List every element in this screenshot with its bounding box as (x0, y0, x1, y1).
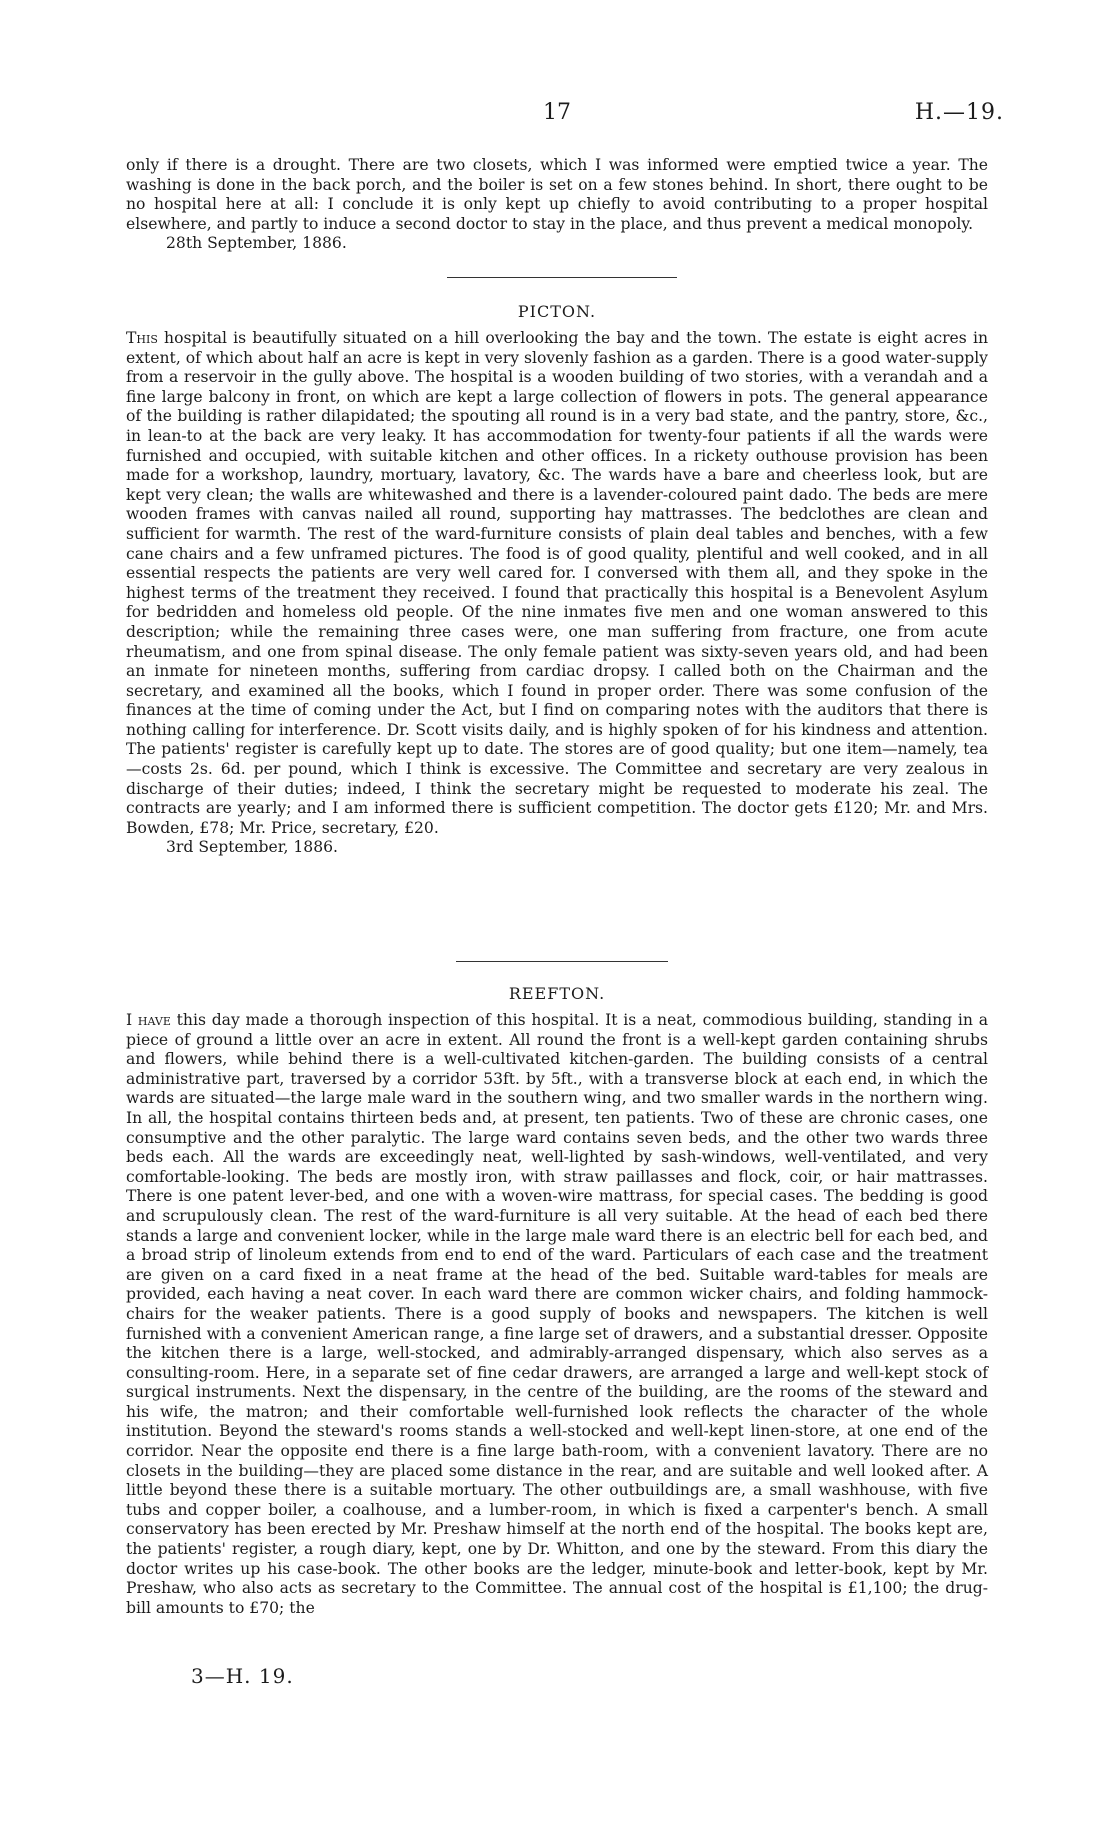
page-number: 17 (543, 100, 571, 125)
reefton-lead-word: I have (126, 1011, 171, 1029)
page-header (0, 100, 1114, 136)
picton-lead-word: This (126, 329, 158, 347)
section-divider (456, 961, 668, 962)
reefton-paragraph (126, 1011, 988, 1618)
reefton-text: this day made a thorough inspection of this hospital. It is a neat, commodious building, standing in a piece of ground a little over an acre in extent. All round the front is a well-kept garden containing shrubs and flowers, while behind there is a well-cultivated kitchen-garden. The building consists of a central administrative part, traversed by a corridor 53ft. by 5ft., with a transverse block at each end, in which the wards are situated—the large male ward in the southern wing, and two smaller wards in the northern wing. In all, the hospital contains thirteen beds and, at present, ten patients. Two of these are chronic cases, one consumptive and the other paralytic. The large ward contains seven beds, and the other two wards three beds each. All the wards are exceedingly neat, well-lighted by sash-windows, well-ventilated, and very comfortable-looking. The beds are mostly iron, with straw paillasses and flock, coir, or hair mattrasses. There is one patent lever-bed, and one with a woven-wire mattrass, for special cases. The bedding is good and scrupulously clean. The rest of the ward-furniture is all very suitable. At the head of each bed there stands a large and convenient locker, while in the large male ward there is an electric bell for each bed, and a broad strip of linoleum extends from end to end of the ward. Particulars of each case and the treatment are given on a card fixed in a neat frame at the head of the bed. Suitable ward-tables for meals are provided, each having a neat cover. In each ward there are common wicker chairs, and folding hammock-chairs for the weaker patients. There is a good supply of books and newspapers. The kitchen is well furnished with a convenient American range, a fine large set of drawers, and a substantial dresser. Opposite the kitchen there is a large, well-stocked, and admirably-arranged dispensary, which also serves as a consulting-room. Here, in a separate set of fine cedar drawers, are arranged a large and well-kept stock of surgical instruments. Next the dispensary, in the centre of the building, are the rooms of the steward and his wife, the matron; and their comfortable well-furnished look reflects the character of the whole institution. Beyond the steward's rooms stands a well-stocked and well-kept linen-store, at one end of the corridor. Near the opposite end there is a fine large bath-room, with a convenient lavatory. There are no closets in the building—they are placed some distance in the rear, and are suitable and well looked after. A little beyond these there is a suitable mortuary. The other outbuildings are, a small washhouse, with five tubs and copper boiler, a coalhouse, and a lumber-room, in which is fixed a carpenter's bench. A small conservatory has been erected by Mr. Preshaw himself at the north end of the hospital. The books kept are, the patients' register, a rough diary, kept, one by Dr. Whitton, and one by the steward. From this diary the doctor writes up his case-book. The other books are the ledger, minute-book and letter-book, kept by Mr. Preshaw, who also acts as secretary to the Committee. The annual cost of the hospital is £1,100; the drug-bill amounts to £70; the (126, 1011, 988, 1617)
previous-section-text: only if there is a drought. There are two closets, which I was informed were emptied twice a year. The washing is done in the back porch, and the boiler is set on a few stones behind. In short, there ought to be no hospital here at all: I conclude it is only kept up chiefly to avoid contributing to a proper hospital elsewhere, and partly to induce a second doctor to stay in the place, and thus prevent a medical monopoly. (126, 156, 988, 233)
section-divider (447, 277, 677, 278)
picton-paragraph (126, 329, 988, 838)
reefton-heading-wrap (0, 984, 1114, 1003)
signature-mark: 3—H. 19. (191, 1664, 294, 1688)
reefton-section (126, 1011, 988, 1618)
picton-heading-wrap (0, 302, 1114, 321)
picton-heading: PICTON. (517, 302, 597, 321)
picton-text: hospital is beautifully situated on a hill overlooking the bay and the town. The estate is eight acres in extent, of which about half an acre is kept in very slovenly fashion as a garden. There is a good water-supply from a reservoir in the gully above. The hospital is a wooden building of two stories, with a verandah and a fine large balcony in front, on which are kept a large collection of flowers in pots. The general appearance of the building is rather dilapidated; the spouting all round is in a very bad state, and the pantry, store, &c., in lean-to at the back are very leaky. It has accommodation for twenty-four patients if all the wards were furnished and occupied, with suitable kitchen and other offices. In a rickety outhouse provision has been made for a workshop, laundry, mortuary, lavatory, &c. The wards have a bare and cheerless look, but are kept very clean; the walls are whitewashed and there is a lavender-coloured paint dado. The beds are mere wooden frames with canvas nailed all round, supporting hay mattrasses. The bedclothes are clean and sufficient for warmth. The rest of the ward-furniture consists of plain deal tables and benches, with a few cane chairs and a few unframed pictures. The food is of good quality, plentiful and well cooked, and in all essential respects the patients are very well cared for. I conversed with them all, and they spoke in the highest terms of the treatment they received. I found that practically this hospital is a Benevolent Asylum for bedridden and homeless old people. Of the nine inmates five men and one woman answered to this description; while the remaining three cases were, one man suffering from fracture, one from acute rheumatism, and one from spinal disease. The only female patient was sixty-seven years old, and had been an inmate for nineteen months, suffering from cardiac dropsy. I called both on the Chairman and the secretary, and examined all the books, which I found in proper order. There was some confusion of the finances at the time of coming under the Act, but I find on comparing notes with the auditors that there is nothing calling for interference. Dr. Scott visits daily, and is highly spoken of for his kindness and attention. The patients' register is carefully kept up to date. The stores are of good quality; but one item—namely, tea—costs 2s. 6d. per pound, which I think is excessive. The Committee and secretary are very zealous in discharge of their duties; indeed, I think the secretary might be requested to moderate his zeal. The contracts are yearly; and I am informed there is sufficient competition. The doctor gets £120; Mr. and Mrs. Bowden, £78; Mr. Price, secretary, £20. (126, 329, 988, 837)
previous-section (126, 156, 988, 254)
reefton-heading: REEFTON. (508, 984, 606, 1003)
previous-section-date: 28th September, 1886. (166, 234, 347, 253)
report-reference: H.—19. (914, 100, 1004, 125)
picton-section (126, 329, 988, 858)
picton-date: 3rd September, 1886. (166, 838, 338, 857)
